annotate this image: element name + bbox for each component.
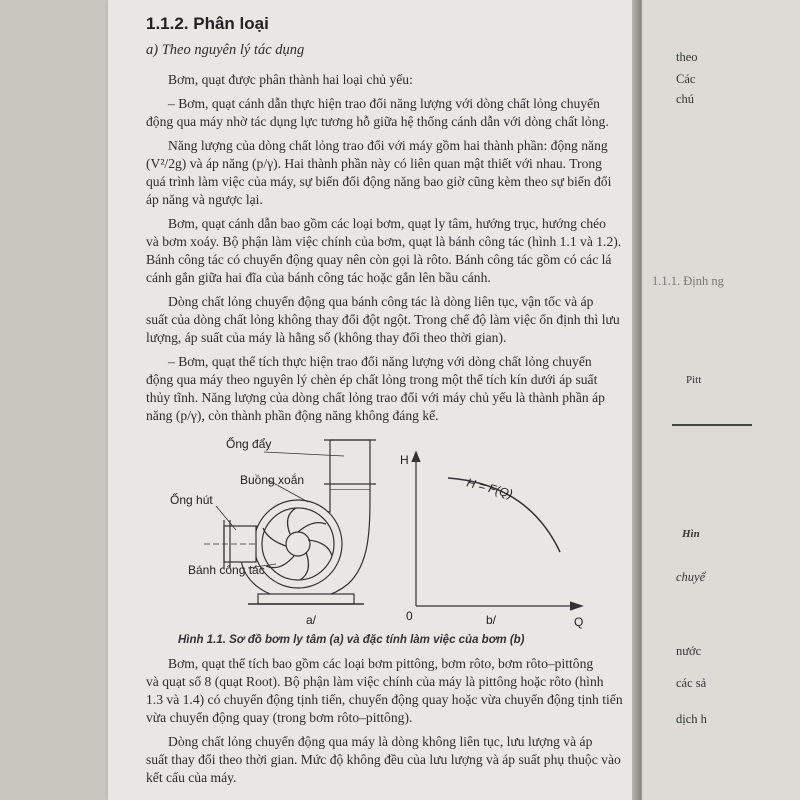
right-page-fragment: theo [676,50,698,64]
left-page [108,0,638,800]
curve-equation: H = F(Q) [465,475,515,502]
right-page-fragment: nước [676,644,702,658]
right-page-fragment: Pitt [686,374,702,386]
paragraph-line: – Bơm, quạt cánh dẫn thực hiện trao đổi năng lượng với dòng chất lỏng chuyển [168,96,600,111]
figure-caption: Hình 1.1. Sơ đồ bơm ly tâm (a) và đặc tính làm việc của bơm (b) [178,634,525,646]
paragraph-line: quá trình làm việc của máy, sự biến đổi động năng bao giờ cũng kèm theo sự biến đổi [146,174,612,189]
paragraph-line: Dòng chất lỏng chuyển động qua máy là dòng không liên tục, lưu lượng và áp [168,734,593,749]
label-impeller: Bánh công tác [188,563,265,577]
paragraph-line: áp năng và ngược lại. [146,192,263,207]
paragraph-line: Năng lượng của dòng chất lỏng trao đổi với máy gồm hai thành phần: động năng [168,138,608,153]
paragraph-line: – Bơm, quạt thể tích thực hiện trao đổi năng lượng với dòng chất lỏng chuyển [168,354,592,369]
paragraph-line: lượng, áp suất của máy là hằng số (không thay đổi theo thời gian). [146,330,507,345]
paragraph-line: suất thay đổi theo thời gian. Mức độ không đều của lưu lượng và áp suất phụ thuộc vào [146,752,621,767]
paragraph-line: cánh gắn giữa hai đĩa của bánh công tác hoặc gắn lên bầu cánh. [146,270,491,285]
label-part-b: b/ [486,613,497,627]
paragraph-line: năng (p/γ), còn thành phần động năng không đáng kể. [146,408,439,423]
figure-1-1 [108,434,638,634]
paragraph-line: Bơm, quạt được phân thành hai loại chủ yếu: [168,72,413,87]
paragraph-line: Bơm, quạt thể tích bao gồm các loại bơm pittông, bơm rôto, bơm rôto–pittông [168,656,594,671]
pump-diagram [204,440,376,604]
paragraph-line: động qua máy theo nguyên lý chèn ép chất lỏng trong một thể tích kín dưới áp suất [146,372,598,387]
right-page-fragment: 1.1.1. Định ng [652,274,724,288]
paragraph-line: vừa chuyển động quay (trong bơm rôto–pittông). [146,710,413,725]
right-page-fragment: Các [676,72,696,86]
right-page-fragment: Hìn [682,528,700,540]
right-page-fragment: chú [676,92,695,106]
paragraph-line: Bánh công tác có chuyển động quay nên còn gọi là rôto. Bánh công tác gồm có các lá [146,252,612,267]
paragraph-line: kết cấu của máy. [146,770,237,785]
right-page-fragment: chuyể [676,570,706,584]
right-page-rule [672,424,752,426]
section-heading: 1.1.2. Phân loại [146,14,269,33]
axis-origin: 0 [406,609,413,623]
paragraph-line: (V²/2g) và áp năng (p/γ). Hai thành phần này có liên quan mật thiết với nhau. Trong [146,156,602,171]
label-volute: Buồng xoắn [240,473,305,487]
paragraph-line: và quạt số 8 (quạt Root). Bộ phận làm việc chính của máy là pittông hoặc rôto (hình [146,674,604,689]
right-page-fragment: các sả [676,676,707,690]
right-page [642,0,800,800]
axis-label-q: Q [574,615,584,629]
paragraph-line: suất của dòng chất lỏng không thay đổi đột ngột. Trong chế độ làm việc ổn định thì lưu [146,312,620,327]
section-subheading: a) Theo nguyên lý tác dụng [146,42,305,58]
label-inlet-pipe: Ống hút [170,493,213,507]
paragraph-line: động qua máy nhờ tác dụng lực tương hỗ giữa hệ thống cánh dẫn với dòng chất lỏng. [146,114,609,129]
paragraph-line: thủy tĩnh. Năng lượng của dòng chất lỏng trao đổi với máy chủ yếu là thành phần áp [146,390,605,405]
right-page-fragment: dịch h [676,712,707,726]
axis-label-h: H [400,453,409,467]
paragraph-line: 1.3 và 1.4) có chuyển động tịnh tiến, chuyển động quay hoặc vừa chuyển động tịnh tiến [146,692,623,707]
label-part-a: a/ [306,613,317,627]
paragraph-line: Dòng chất lỏng chuyển động qua bánh công tác là dòng liên tục, vận tốc và áp [168,294,594,309]
characteristic-curve [412,452,582,610]
paragraph-line: và bơm xoáy. Bộ phận làm việc chính của bơm, quạt là bánh công tác (hình 1.1 và 1.2). [146,234,622,249]
label-outlet-pipe: Ống đẩy [226,437,272,451]
paragraph-line: Bơm, quạt cánh dẫn bao gồm các loại bơm, quạt ly tâm, hướng trục, hướng chéo [168,216,606,231]
